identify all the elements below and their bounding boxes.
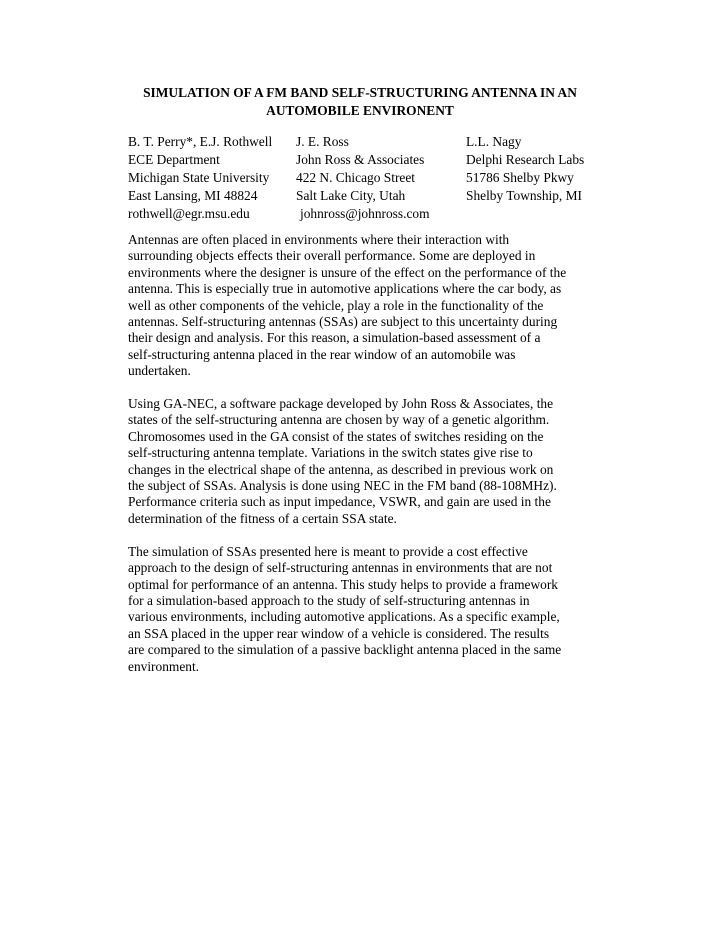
author-org: 51786 Shelby Pkwy (466, 170, 574, 185)
author-name: B. T. Perry*, E.J. Rothwell (128, 134, 273, 149)
text-line: optimal for performance of an antenna. This study helps to provide a framework (128, 576, 558, 592)
abstract-body (128, 232, 598, 691)
text-line: antennas. Self-structuring antennas (SSAs) are subject to this uncertainty during (128, 314, 558, 330)
paragraph-3 (128, 544, 598, 675)
text-line: Performance criteria such as input impedance, VSWR, and gain are used in the (128, 494, 551, 510)
text-line: the subject of SSAs. Analysis is done using NEC in the FM band (88-108MHz). (128, 478, 557, 494)
author-dept: Delphi Research Labs (466, 152, 585, 167)
paper-title (128, 84, 592, 120)
text-line: self-structuring antenna placed in the rear window of an automobile was (128, 346, 516, 362)
text-line: antenna. This is especially true in automotive applications where the car body, as (128, 281, 562, 297)
text-line: environment. (128, 658, 200, 674)
author-org: 422 N. Chicago Street (296, 170, 416, 185)
title-line-2: AUTOMOBILE ENVIRONENT (266, 103, 454, 118)
text-line: approach to the design of self-structuring antennas in environments that are not (128, 560, 553, 576)
text-line: are compared to the simulation of a passive backlight antenna placed in the same (128, 642, 562, 658)
author-email: johnross@johnross.com (300, 206, 430, 221)
paragraph-2 (128, 396, 598, 527)
author-nagy (466, 133, 584, 205)
text-line: states of the self-structuring antenna are chosen by way of a genetic algorithm. (128, 412, 550, 428)
text-line: well as other components of the vehicle, play a role in the functionality of the (128, 297, 544, 313)
author-org: Michigan State University (128, 170, 270, 185)
text-line: surrounding objects effects their overall performance. Some are deployed in (128, 248, 536, 264)
text-line: undertaken. (128, 363, 191, 379)
text-line: determination of the fitness of a certain SSA state. (128, 510, 397, 526)
text-line: an SSA placed in the upper rear window of a vehicle is considered. The results (128, 625, 550, 641)
text-line: The simulation of SSAs presented here is meant to provide a cost effective (128, 543, 528, 559)
author-email: rothwell@egr.msu.edu (128, 206, 250, 221)
author-ross (296, 133, 430, 223)
text-line: their design and analysis. For this reason, a simulation-based assessment of a (128, 330, 541, 346)
author-location: Shelby Township, MI (466, 188, 582, 203)
text-line: Chromosomes used in the GA consist of the states of switches residing on the (128, 428, 544, 444)
author-perry-rothwell (128, 133, 272, 223)
author-location: East Lansing, MI 48824 (128, 188, 258, 203)
text-line: changes in the electrical shape of the antenna, as described in previous work on (128, 461, 554, 477)
text-line: Using GA-NEC, a software package developed by John Ross & Associates, the (128, 396, 554, 412)
text-line: self-structuring antenna template. Variations in the switch states give rise to (128, 445, 533, 461)
text-line: for a simulation-based approach to the study of self-structuring antennas in (128, 592, 530, 608)
paragraph-1 (128, 232, 598, 380)
text-line: Antennas are often placed in environments where their interaction with (128, 232, 510, 247)
author-location: Salt Lake City, Utah (296, 188, 406, 203)
text-line: environments where the designer is unsure of the effect on the performance of the (128, 264, 567, 280)
author-dept: ECE Department (128, 152, 220, 167)
author-name: L.L. Nagy (466, 134, 522, 149)
title-line-1: SIMULATION OF A FM BAND SELF-STRUCTURING ANTENNA IN AN (143, 85, 577, 100)
author-name: J. E. Ross (296, 134, 349, 149)
text-line: various environments, including automotive applications. As a specific example, (128, 609, 560, 625)
author-dept: John Ross & Associates (296, 152, 425, 167)
